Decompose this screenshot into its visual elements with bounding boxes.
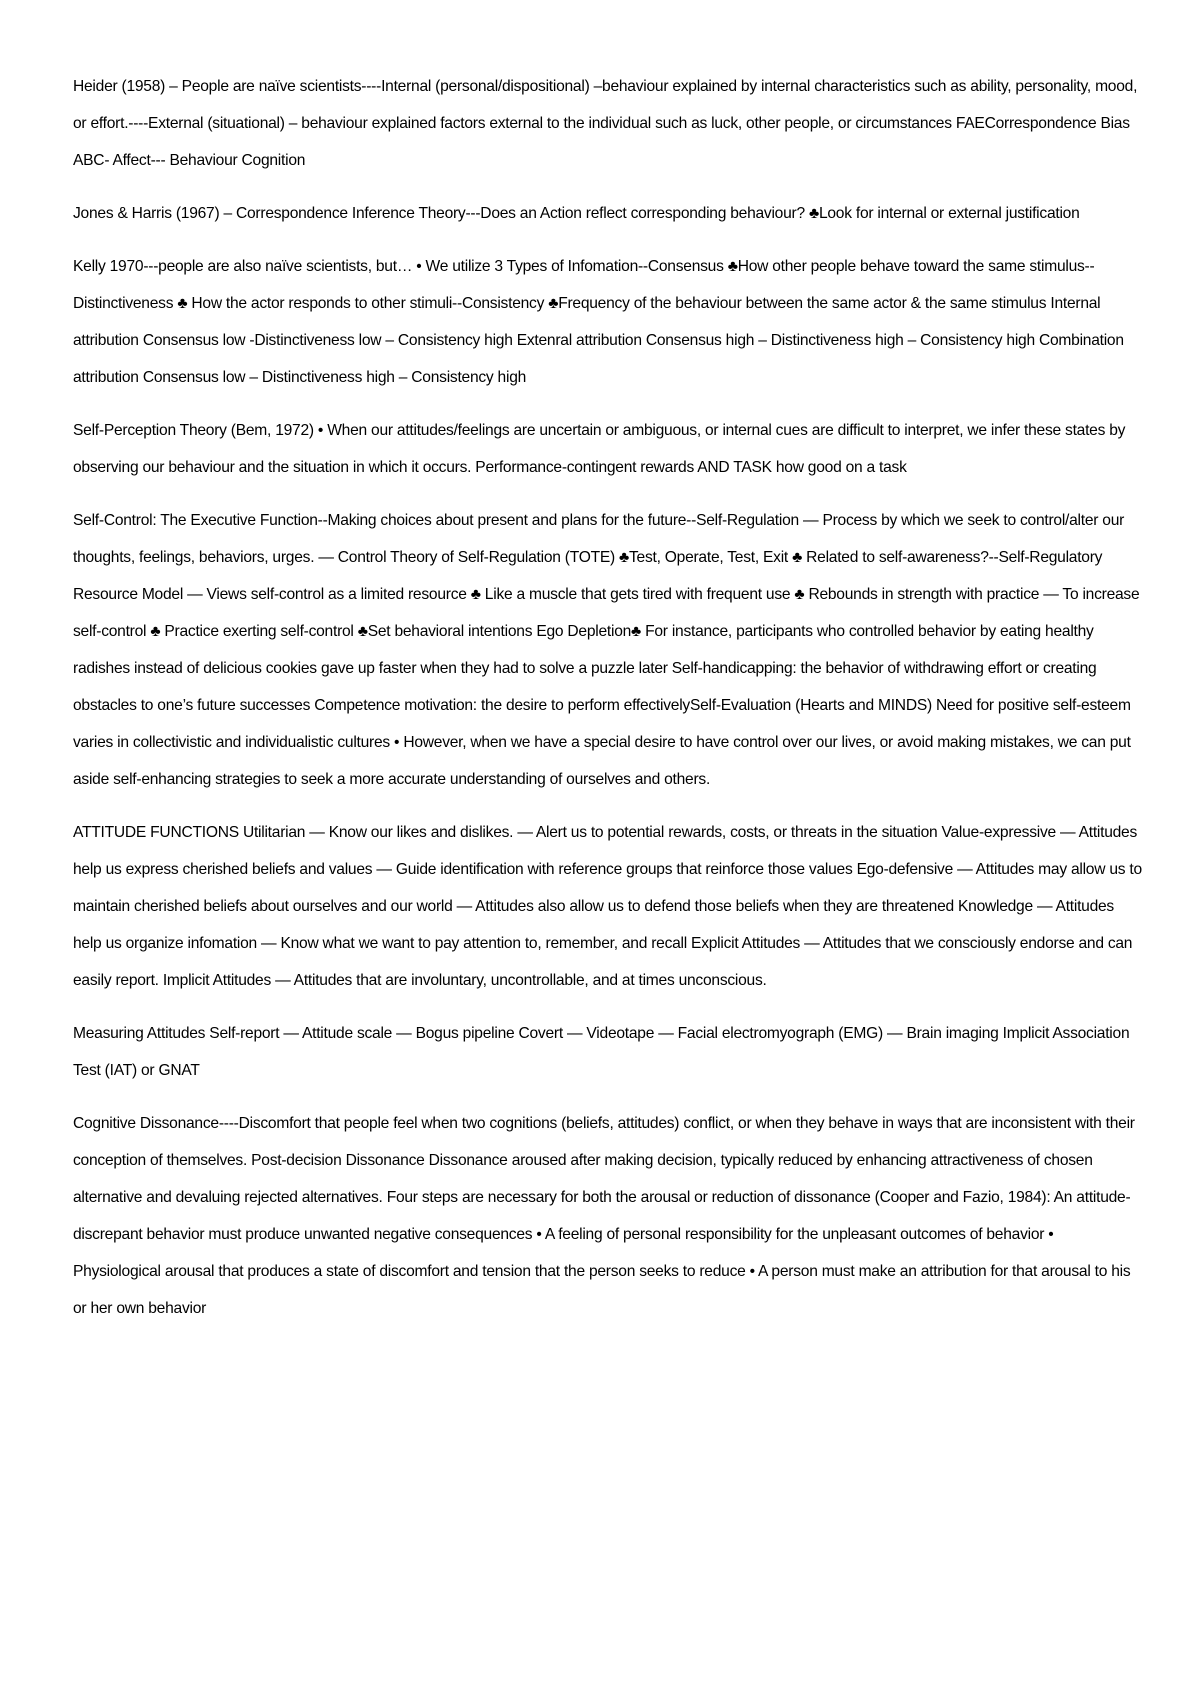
document-page — [73, 68, 1145, 1343]
paragraph-measuring-attitudes: Measuring Attitudes Self-report — Attitude scale — Bogus pipeline Covert — Videotape — Facial electromyograph (EMG) — Brain imaging Implicit Association Test (IAT) or GNAT — [73, 1025, 1130, 1079]
paragraph-kelly: Kelly 1970---people are also naïve scientists, but… • We utilize 3 Types of Infomation--Consensus ♣How other people behave toward the same stimulus--Distinctiveness ♣ How the actor responds to other stimuli--Consistency ♣Frequency of the behaviour between the same actor & the same stimulus Internal attribution Consensus low -Distinctiveness low – Consistency high Extenral attribution Consensus high – Distinctiveness high – Consistency high Combination attribution Consensus low – Distinctiveness high – Consistency high — [73, 258, 1124, 386]
paragraph-self-perception: Self-Perception Theory (Bem, 1972) • When our attitudes/feelings are uncertain or ambiguous, or internal cues are difficult to interpret, we infer these states by observing our behaviour and the situation in which it occurs. Performance-contingent rewards AND TASK how good on a task — [73, 422, 1126, 476]
paragraph-heider: Heider (1958) – People are naïve scientists----Internal (personal/dispositional) –behaviour explained by internal characteristics such as ability, personality, mood, or effort.----External (situational) – behaviour explained factors external to the individual such as luck, other people, or circumstances FAECorrespondence Bias ABC- Affect--- Behaviour Cognition — [73, 78, 1138, 169]
paragraph-self-control: Self-Control: The Executive Function--Making choices about present and plans for the future--Self-Regulation — Process by which we seek to control/alter our thoughts, feelings, behaviors, urges. — Control Theory of Self-Regulation (TOTE) ♣Test, Operate, Test, Exit ♣ Related to self-awareness?--Self-Regulatory Resource Model — Views self-control as a limited resource ♣ Like a muscle that gets tired with frequent use ♣ Rebounds in strength with practice — To increase self-control ♣ Practice exerting self-control ♣Set behavioral intentions Ego Depletion♣ For instance, participants who controlled behavior by eating healthy radishes instead of delicious cookies gave up faster when they had to solve a puzzle later Self-handicapping: the behavior of withdrawing effort or creating obstacles to one’s future successes Competence motivation: the desire to perform effectivelySelf-Evaluation (Hearts and MINDS) Need for positive self-esteem varies in collectivistic and individualistic cultures • However, when we have a special desire to have control over our lives, or avoid making mistakes, we can put aside self-enhancing strategies to seek a more accurate understanding of ourselves and others. — [73, 512, 1140, 788]
paragraph-cognitive-dissonance: Cognitive Dissonance----Discomfort that people feel when two cognitions (beliefs, attitudes) conflict, or when they behave in ways that are inconsistent with their conception of themselves. Post-decision Dissonance Dissonance aroused after making decision, typically reduced by enhancing attractiveness of chosen alternative and devaluing rejected alternatives. Four steps are necessary for both the arousal or reduction of dissonance (Cooper and Fazio, 1984): An attitude-discrepant behavior must produce unwanted negative consequences • A feeling of personal responsibility for the unpleasant outcomes of behavior • Physiological arousal that produces a state of discomfort and tension that the person seeks to reduce • A person must make an attribution for that arousal to his or her own behavior — [73, 1115, 1135, 1317]
paragraph-attitude-functions: ATTITUDE FUNCTIONS Utilitarian — Know our likes and dislikes. — Alert us to potential rewards, costs, or threats in the situation Value-expressive — Attitudes help us express cherished beliefs and values — Guide identification with reference groups that reinforce those values Ego-defensive — Attitudes may allow us to maintain cherished beliefs about ourselves and our world — Attitudes also allow us to defend those beliefs when they are threatened Knowledge — Attitudes help us organize infomation — Know what we want to pay attention to, remember, and recall Explicit Attitudes — Attitudes that we consciously endorse and can easily report. Implicit Attitudes — Attitudes that are involuntary, uncontrollable, and at times unconscious. — [73, 824, 1142, 989]
paragraph-jones-harris: Jones & Harris (1967) – Correspondence Inference Theory---Does an Action reflect corresponding behaviour? ♣Look for internal or external justification — [73, 205, 1080, 222]
